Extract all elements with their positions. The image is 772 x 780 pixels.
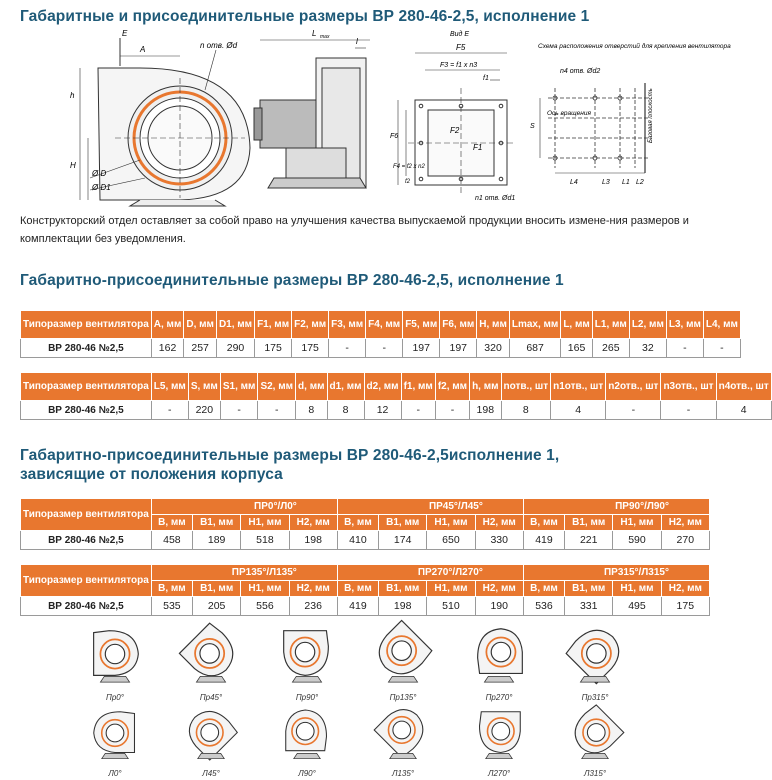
position-sketch [80,620,150,702]
position-label: Пр90° [295,693,319,702]
position-sketch [176,620,246,702]
position-sketch [464,620,534,702]
table-cell: 189 [193,531,241,550]
table-cell: 8 [327,401,364,420]
table-header: B, мм [523,515,564,531]
table-header: B, мм [151,515,192,531]
position-label: Пр0° [106,693,124,702]
table-cell: 265 [592,339,629,358]
position-label: Л270° [487,769,511,778]
table-header: L2, мм [629,311,666,339]
table-cell: - [151,401,188,420]
table-header: F4, мм [366,311,403,339]
table-cell: 190 [475,597,523,616]
table-header: H2, мм [661,515,709,531]
table-cell: 162 [151,339,184,358]
fan-position-icon [80,702,150,764]
table-cell: 257 [184,339,217,358]
disclaimer-note: Конструкторский отдел оставляет за собой право на улучшения качества выпускаемой продукции вносить измене-ния размеров и комплектации без уведомления. [20,215,689,245]
group-header: ПР0°/Л0° [151,499,337,515]
scheme-title: Схема расположения отверстий для крепления вентилятора [538,43,731,50]
label-h-big: H [70,161,76,170]
table-cell: - [329,339,366,358]
table-cell: 174 [379,531,427,550]
fan-position-icon [176,702,246,764]
table-cell: 458 [151,531,192,550]
table-cell: 510 [427,597,475,616]
table-cell: 205 [193,597,241,616]
table-header: n1отв., шт [551,373,606,401]
position-label: Л135° [391,769,415,778]
table-header: S, мм [188,373,220,401]
table-header: d2, мм [364,373,401,401]
dimension-drawings [20,28,731,208]
table-cell: 536 [523,597,564,616]
table-cell: - [435,401,469,420]
table-header: L5, мм [151,373,188,401]
table-header: H2, мм [475,581,523,597]
position-table-2 [20,564,710,616]
table-header: B1, мм [193,515,241,531]
label-s: S [530,123,535,130]
table-header: n4отв., шт [716,373,771,401]
table-header: B1, мм [379,515,427,531]
table-cell: 4 [551,401,606,420]
table-header: D, мм [184,311,217,339]
table-cell: 290 [216,339,254,358]
position-label: Пр45° [199,693,223,702]
label-d: Ø D [92,169,107,178]
label-l4: L4 [570,179,578,186]
page-title: Габаритные и присоединительные размеры ВР 280-46-2,5, исполнение 1 [20,8,590,25]
group-header: ПР45°/Л45° [337,499,523,515]
label-d1: Ø D1 [92,183,111,192]
position-label: Л315° [583,769,607,778]
label-f2-small: f2 [405,179,411,185]
position-sketches-left [80,702,640,776]
position-label: Пр135° [389,693,417,702]
table-header: H1, мм [427,581,475,597]
table-cell: 535 [151,597,192,616]
group-header: ПР270°/Л270° [337,565,523,581]
table-cell: - [366,339,403,358]
fan-position-icon [272,620,342,688]
fan-position-icon [80,620,150,688]
table-header: H2, мм [289,581,337,597]
label-h-small: h [70,91,75,100]
position-label: Л0° [108,769,122,778]
table-cell: 197 [440,339,477,358]
position-sketch [176,702,246,778]
table-header: Lmax, мм [509,311,560,339]
label-vid-e: Вид E [450,31,470,38]
table-header: S2, мм [258,373,296,401]
label-l1: L1 [622,179,630,186]
table-header: D1, мм [216,311,254,339]
table-cell: 175 [292,339,329,358]
fan-position-icon [272,702,342,764]
group-header: ПР90°/Л90° [523,499,709,515]
position-sketch [560,620,630,702]
table-cell: 330 [475,531,523,550]
table-header: H, мм [477,311,510,339]
table-cell: 198 [379,597,427,616]
table-header: nотв., шт [501,373,551,401]
table-header: H2, мм [289,515,337,531]
position-sketch [272,702,342,778]
table-cell: 8 [296,401,327,420]
table-cell: 32 [629,339,666,358]
table-cell: 590 [613,531,661,550]
label-f6: F6 [390,133,399,140]
table-header: F6, мм [440,311,477,339]
table-cell: 198 [470,401,501,420]
table-header: H1, мм [241,515,289,531]
table-header: L3, мм [666,311,703,339]
table-header: B1, мм [379,581,427,597]
table-header: F3, мм [329,311,366,339]
table1-title: Габаритно-присоединительные размеры ВР 280-46-2,5, исполнение 1 [20,272,564,289]
label-lmax: max [320,34,330,40]
table-cell: 198 [289,531,337,550]
table-header: S1, мм [220,373,258,401]
table-header: H1, мм [613,581,661,597]
table-cell: 12 [364,401,401,420]
label-f5: F5 [456,43,466,52]
table-cell: 220 [188,401,220,420]
dimensions-table-1 [20,310,741,358]
table-cell: 8 [501,401,551,420]
position-sketch [464,702,534,778]
table-header: F2, мм [292,311,329,339]
group-header: ПР315°/Л315° [523,565,709,581]
table-cell: 650 [427,531,475,550]
position-sketch [80,702,150,778]
table-row [21,339,741,358]
table-header: А, мм [151,311,184,339]
table-header: n3отв., шт [661,373,716,401]
table-row [21,531,710,550]
fan-position-icon [560,620,630,688]
table-header: L4, мм [703,311,740,339]
table-cell: 4 [716,401,771,420]
table-header: H2, мм [475,515,523,531]
table-cell: 556 [241,597,289,616]
table-header: F5, мм [403,311,440,339]
position-sketch [560,702,630,778]
label-l: L [312,29,317,38]
table-header: H2, мм [661,581,709,597]
table-header: L1, мм [592,311,629,339]
fan-position-icon [464,620,534,688]
table-header: d, мм [296,373,327,401]
table-cell: - [258,401,296,420]
table-header: B, мм [337,515,378,531]
table-cell: 197 [403,339,440,358]
label-a: A [140,45,146,54]
table-header: h, мм [470,373,501,401]
table-cell: 270 [661,531,709,550]
table-cell: 518 [241,531,289,550]
label-l3: L3 [602,179,610,186]
fan-position-icon [368,702,438,764]
table-cell: 221 [565,531,613,550]
table-header: F1, мм [255,311,292,339]
label-l-small: l [356,37,358,46]
header-model: Типоразмер вентилятора [21,311,152,339]
position-label: Л90° [298,769,316,778]
model-cell: ВР 280-46 №2,5 [21,597,152,616]
table3-title-line2: зависящие от положения корпуса [20,466,283,483]
label-l2: L2 [636,179,644,186]
position-label: Пр270° [485,693,513,702]
table3-title-line1: Габаритно-присоединительные размеры ВР 280-46-2,5исполнение 1, [20,447,560,464]
table-cell: 165 [561,339,592,358]
table-header: B, мм [523,581,564,597]
table-cell: - [661,401,716,420]
label-base-plane: Базовая плоскость [648,88,654,143]
fan-position-icon [176,620,246,688]
model-cell: ВР 280-46 №2,5 [21,531,152,550]
table-cell: - [703,339,740,358]
table-header: B, мм [337,581,378,597]
table-header: H1, мм [427,515,475,531]
dimensions-table-2 [20,372,772,420]
table-cell: 331 [565,597,613,616]
position-label: Л45° [202,769,220,778]
table-header: H1, мм [613,515,661,531]
label-f2: F2 [450,126,460,135]
fan-position-icon [368,620,438,688]
position-label: Пр315° [581,693,609,702]
group-header: ПР135°/Л135° [151,565,337,581]
table-cell: 175 [661,597,709,616]
position-sketch [368,702,438,778]
table-row [21,401,772,420]
label-axis: Ось вращения [547,110,591,117]
position-sketch [368,620,438,702]
label-f3: F3 = f1 x n3 [440,62,478,69]
position-table-1 [20,498,710,550]
table-header: n2отв., шт [606,373,661,401]
table-header: B1, мм [565,515,613,531]
table-cell: - [606,401,661,420]
fan-drawing [20,28,731,208]
label-e: E [122,29,128,38]
position-sketch [272,620,342,702]
table-cell: 419 [337,597,378,616]
table-cell: 175 [255,339,292,358]
table-cell: - [666,339,703,358]
table-cell: 236 [289,597,337,616]
table-cell: 687 [509,339,560,358]
label-hole: n отв. Ød [200,41,238,50]
label-n4-hole: n4 отв. Ød2 [560,68,601,75]
table-cell: - [401,401,435,420]
model-cell: ВР 280-46 №2,5 [21,339,152,358]
label-f1-small: f1 [483,75,489,82]
table-header: B, мм [151,581,192,597]
table-header: f1, мм [401,373,435,401]
table-cell: - [220,401,258,420]
table-cell: 495 [613,597,661,616]
table-cell: 410 [337,531,378,550]
model-cell: ВР 280-46 №2,5 [21,401,152,420]
table-cell: 320 [477,339,510,358]
fan-position-icon [464,702,534,764]
fan-position-icon [560,702,630,764]
header-model: Типоразмер вентилятора [21,499,152,531]
table-header: f2, мм [435,373,469,401]
table-header: B1, мм [565,581,613,597]
table-row [21,597,710,616]
table-header: L, мм [561,311,592,339]
position-sketches-right [80,620,640,700]
header-model: Типоразмер вентилятора [21,373,152,401]
label-f4: F4 = f2 x n2 [393,164,425,170]
header-model: Типоразмер вентилятора [21,565,152,597]
label-f1: F1 [473,143,483,152]
table-header: d1, мм [327,373,364,401]
table-header: B1, мм [193,581,241,597]
table-cell: 419 [523,531,564,550]
label-n1-hole: n1 отв. Ød1 [475,195,516,202]
table-header: H1, мм [241,581,289,597]
